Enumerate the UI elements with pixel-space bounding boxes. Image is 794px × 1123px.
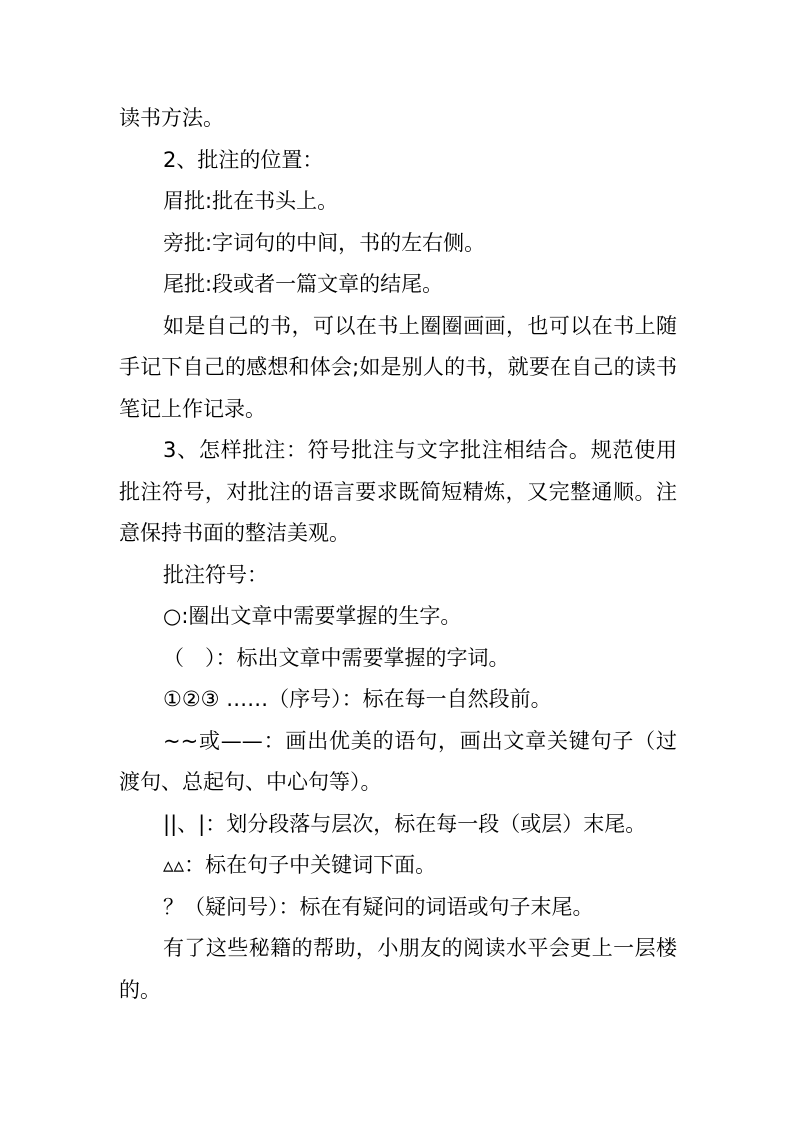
- text-line-1: 读书方法。: [119, 106, 224, 130]
- text-line-13: ○:圈出文章中需要掌握的生字。: [163, 604, 462, 628]
- text-line-6: 如是自己的书，可以在书上圈圈画画，也可以在书上随: [163, 313, 677, 338]
- text-line-16: ~~或——：画出优美的语句，画出文章关键句子（过: [163, 728, 677, 753]
- text-line-17: 渡句、总起句、中心句等）。: [119, 770, 382, 794]
- text-line-4: 旁批:字词句的中间，书的左右侧。: [163, 230, 486, 255]
- text-line-7: 手记下自己的感想和体会;如是别人的书，就要在自己的读书: [119, 355, 677, 379]
- text-line-2: 2、批注的位置：: [163, 147, 324, 172]
- text-line-12: 批注符号：: [163, 562, 268, 587]
- text-line-18: ||、|：划分段落与层次，标在每一段（或层）末尾。: [163, 811, 647, 836]
- text-line-15: ①②③ ……（序号）：标在每一自然段前。: [163, 687, 552, 711]
- text-line-9: 3、怎样批注：符号批注与文字批注相结合。规范使用: [163, 438, 677, 462]
- text-line-21: 有了这些秘籍的帮助，小朋友的阅读水平会更上一层楼: [163, 936, 677, 960]
- text-line-10: 批注符号，对批注的语言要求既简短精炼，又完整通顺。注: [119, 479, 677, 504]
- text-line-5: 尾批:段或者一篇文章的结尾。: [163, 272, 444, 296]
- text-line-22: 的。: [119, 977, 161, 1002]
- text-line-20: ？（疑问号）：标在有疑问的词语或句子末尾。: [163, 894, 594, 919]
- text-line-3: 眉批:批在书头上。: [163, 189, 339, 213]
- text-line-14: （ ）：标出文章中需要掌握的字词。: [163, 645, 510, 670]
- text-line-11: 意保持书面的整洁美观。: [119, 521, 350, 545]
- document-body: [119, 98, 677, 1011]
- text-line-8: 笔记上作记录。: [119, 396, 266, 421]
- text-line-19: ▵▵：标在句子中关键词下面。: [163, 853, 437, 877]
